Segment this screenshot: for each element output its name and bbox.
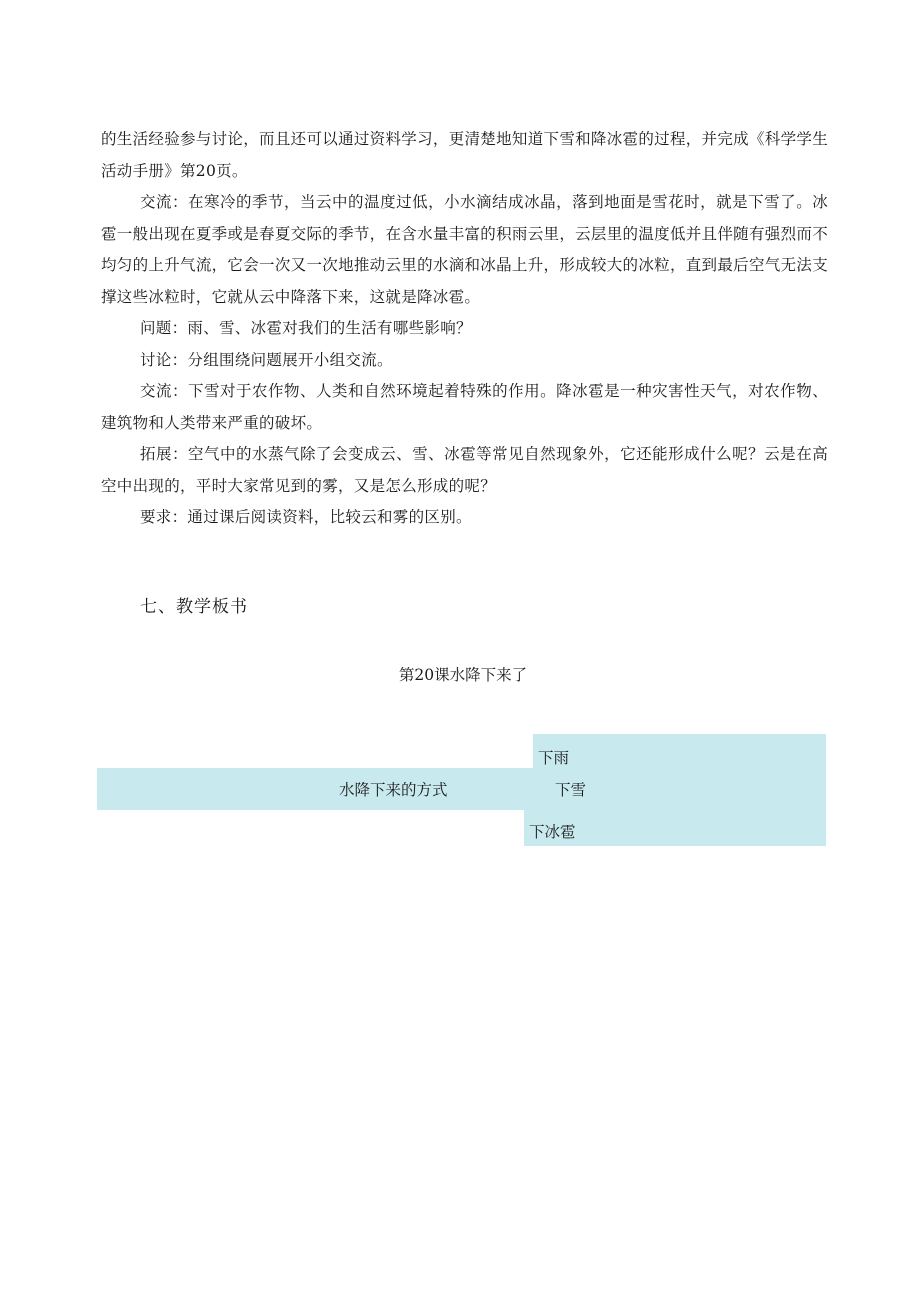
board-main-box (97, 768, 826, 810)
paragraph-extension: 拓展：空气中的水蒸气除了会变成云、雪、冰雹等常见自然现象外，它还能形成什么呢？云是在高空中出现的，平时大家常见到的雾，又是怎么形成的呢？ (101, 445, 828, 495)
paragraph-discussion: 讨论：分组围绕问题展开小组交流。 (140, 350, 393, 369)
paragraph-requirement: 要求：通过课后阅读资料，比较云和雾的区别。 (140, 508, 472, 526)
paragraph-question: 问题：雨、雪、冰雹对我们的生活有哪些影响？ (140, 319, 472, 337)
board-rain-box (533, 734, 826, 769)
paragraph-intro-continuation: 的生活经验参与讨论，而且还可以通过资料学习，更清楚地知道下雪和降冰雹的过程，并完成《科学学生活动手册》第20页。 (101, 130, 828, 180)
blackboard-title (0, 663, 920, 685)
board-main-label: 水降下来的方式 (339, 781, 448, 799)
blackboard-title-text: 第20课水降下来了 (398, 666, 528, 684)
board-snow-label: 下雪 (555, 781, 587, 799)
paragraph-exchange-effects: 交流：下雪对于农作物、人类和自然环境起着特殊的作用。降冰雹是一种灾害性天气，对农作物、建筑物和人类带来严重的破坏。 (101, 382, 828, 432)
paragraph-exchange-snow-hail: 交流：在寒冷的季节，当云中的温度过低，小水滴结成冰晶，落到地面是雪花时，就是下雪了。冰雹一般出现在夏季或是春夏交际的季节，在含水量丰富的积雨云里，云层里的温度低并且伴随有强烈而不均匀的上升气流，它会一次又一次地推动云里的水滴和冰晶上升，形成较大的冰粒，直到最后空气无法支撑这些冰粒时，它就从云中降落下来，这就是降冰雹。 (101, 193, 828, 306)
section-heading-blackboard: 七、教学板书 (140, 597, 248, 617)
board-rain-label: 下雨 (538, 749, 570, 767)
board-hail-label: 下冰雹 (529, 823, 576, 841)
lesson-body-text (101, 124, 828, 534)
